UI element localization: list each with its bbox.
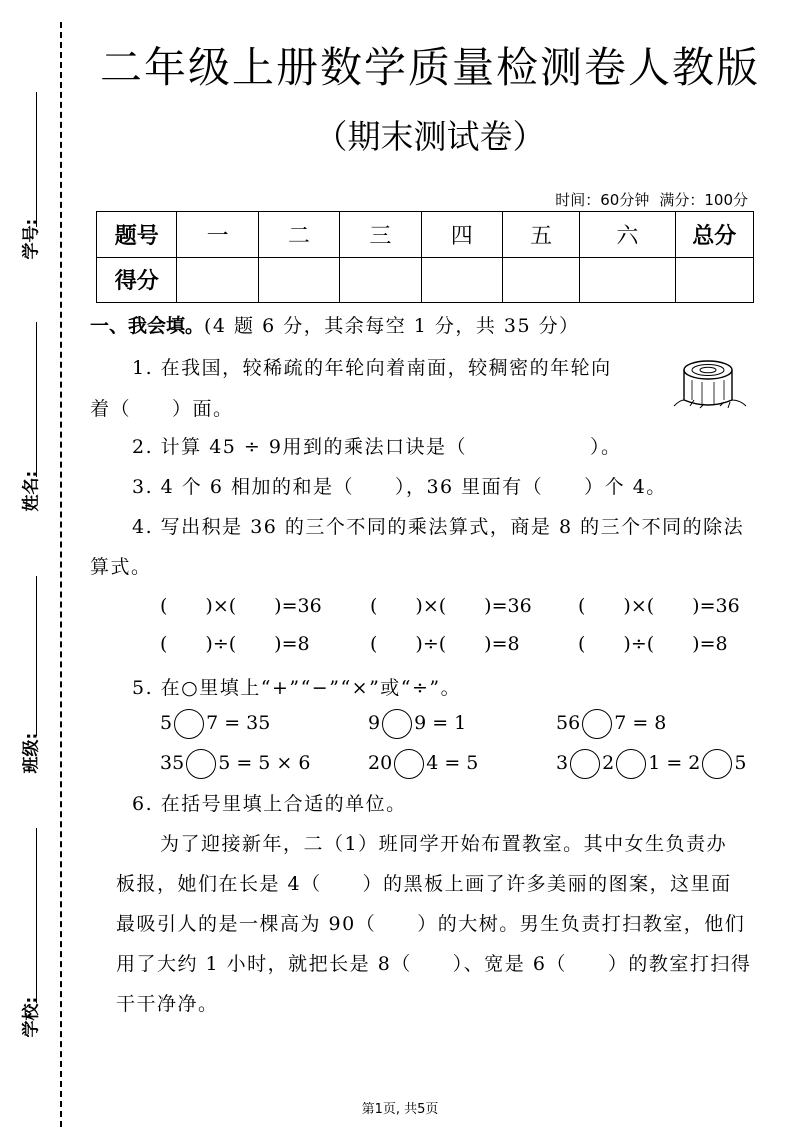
score-table [96,211,754,303]
school-label: 学校: [21,996,42,1038]
question-3: 3. 4 个 6 相加的和是（ ），36 里面有（ ）个 4。 [132,476,667,498]
tree-stump-icon [670,356,750,414]
operator-circle[interactable] [174,709,204,739]
question-6-passage-line: 为了迎接新年，二（1）班同学开始布置教室。其中女生负责办 [160,833,728,855]
score-table-cell: 三 [340,212,421,258]
operand: 5 [160,712,173,734]
page-subtitle: （期末测试卷） [314,117,546,156]
score-table-cell: 一 [177,212,258,258]
school-line [36,828,37,1003]
operand: 9 [368,712,381,734]
score-table-cell: 六 [580,212,675,258]
operator-equation [368,707,466,739]
operand: 7 = 35 [206,712,271,734]
binding-strip [0,0,70,1132]
question-1-line-1: 1. 在我国，较稀疏的年轮向着南面，较稠密的年轮向 [132,357,612,379]
operand: 2 [602,752,615,774]
time-limit: 时间：60分钟 [555,191,650,209]
score-input-cell[interactable] [177,257,258,303]
operand: 20 [368,752,393,774]
score-input-cell[interactable] [258,257,339,303]
score-table-cell: 四 [421,212,502,258]
operator-equation [556,707,666,739]
score-input-cell[interactable] [340,257,421,303]
question-6-passage-line: 板报，她们在长是 4（ ）的黑板上画了许多美丽的图案，这里面 [116,873,732,895]
operator-circle[interactable] [186,749,216,779]
operand: 56 [556,712,581,734]
question-4-line-1: 4. 写出积是 36 的三个不同的乘法算式，商是 8 的三个不同的除法 [132,516,745,538]
question-6-passage-line: 最吸引人的是一棵高为 90（ ）的大树。男生负责打扫教室，他们 [116,913,746,935]
page-title: 二年级上册数学质量检测卷人教版 [99,43,760,92]
operator-circle[interactable] [382,709,412,739]
student-id-label: 学号: [21,218,42,260]
score-input-cell[interactable] [421,257,502,303]
operand: 7 = 8 [614,712,667,734]
operand: 9 = 1 [414,712,467,734]
operand: 35 [160,752,185,774]
operator-circle[interactable] [616,749,646,779]
score-table-cell: 二 [258,212,339,258]
student-id-line [36,92,37,227]
question-4-line-2: 算式。 [90,556,152,578]
question-6-passage-line: 干干净净。 [116,993,219,1015]
division-blank[interactable]: ( )÷( )=8 [578,633,728,655]
score-input-cell[interactable] [675,257,753,303]
operand: 5 [734,752,747,774]
operator-equation [160,707,270,739]
operator-equation [160,747,310,779]
score-table-cell: 五 [502,212,579,258]
score-table-header-row [97,212,754,258]
question-2: 2. 计算 45 ÷ 9用到的乘法口诀是（ ）。 [132,436,622,458]
operator-circle[interactable] [570,749,600,779]
operator-circle[interactable] [582,709,612,739]
operand: 5 = 5 × 6 [218,752,311,774]
question-6-passage-line: 用了大约 1 小时，就把长是 8（ ）、宽是 6（ ）的教室打扫得 [116,953,752,975]
full-score: 满分：100分 [659,191,748,209]
operator-equation [556,747,746,779]
question-1-line-2: 着（ ）面。 [90,398,234,420]
name-label: 姓名: [21,470,42,512]
operand: 1 = 2 [648,752,701,774]
class-line [36,576,37,736]
question-6: 6. 在括号里填上合适的单位。 [132,793,407,815]
section-heading [90,312,580,340]
score-table-score-row [97,257,754,303]
operand: 4 = 5 [426,752,479,774]
page-number: 第1页, 共5页 [361,1102,439,1117]
section-score-note: (4 题 6 分，其余每空 1 分，共 35 分） [204,315,580,337]
operator-circle[interactable] [394,749,424,779]
multiplication-blank[interactable]: ( )×( )=36 [578,595,740,617]
cut-line [60,22,62,1127]
score-table-cell: 题号 [97,212,177,258]
class-label: 班级: [21,732,42,774]
multiplication-blank[interactable]: ( )×( )=36 [160,595,322,617]
operator-equation [368,747,478,779]
operand: 3 [556,752,569,774]
score-table-cell: 总分 [675,212,753,258]
name-line [36,322,37,477]
division-blank[interactable]: ( )÷( )=8 [160,633,310,655]
question-5: 5. 在○里填上“+”“−”“×”或“÷”。 [132,677,462,699]
section-title: 一、我会填。 [90,315,205,337]
division-blank[interactable]: ( )÷( )=8 [370,633,520,655]
multiplication-blank[interactable]: ( )×( )=36 [370,595,532,617]
score-input-cell[interactable] [502,257,579,303]
operator-circle[interactable] [702,749,732,779]
score-input-cell[interactable] [580,257,675,303]
time-info [555,189,748,210]
score-table-cell: 得分 [97,257,177,303]
